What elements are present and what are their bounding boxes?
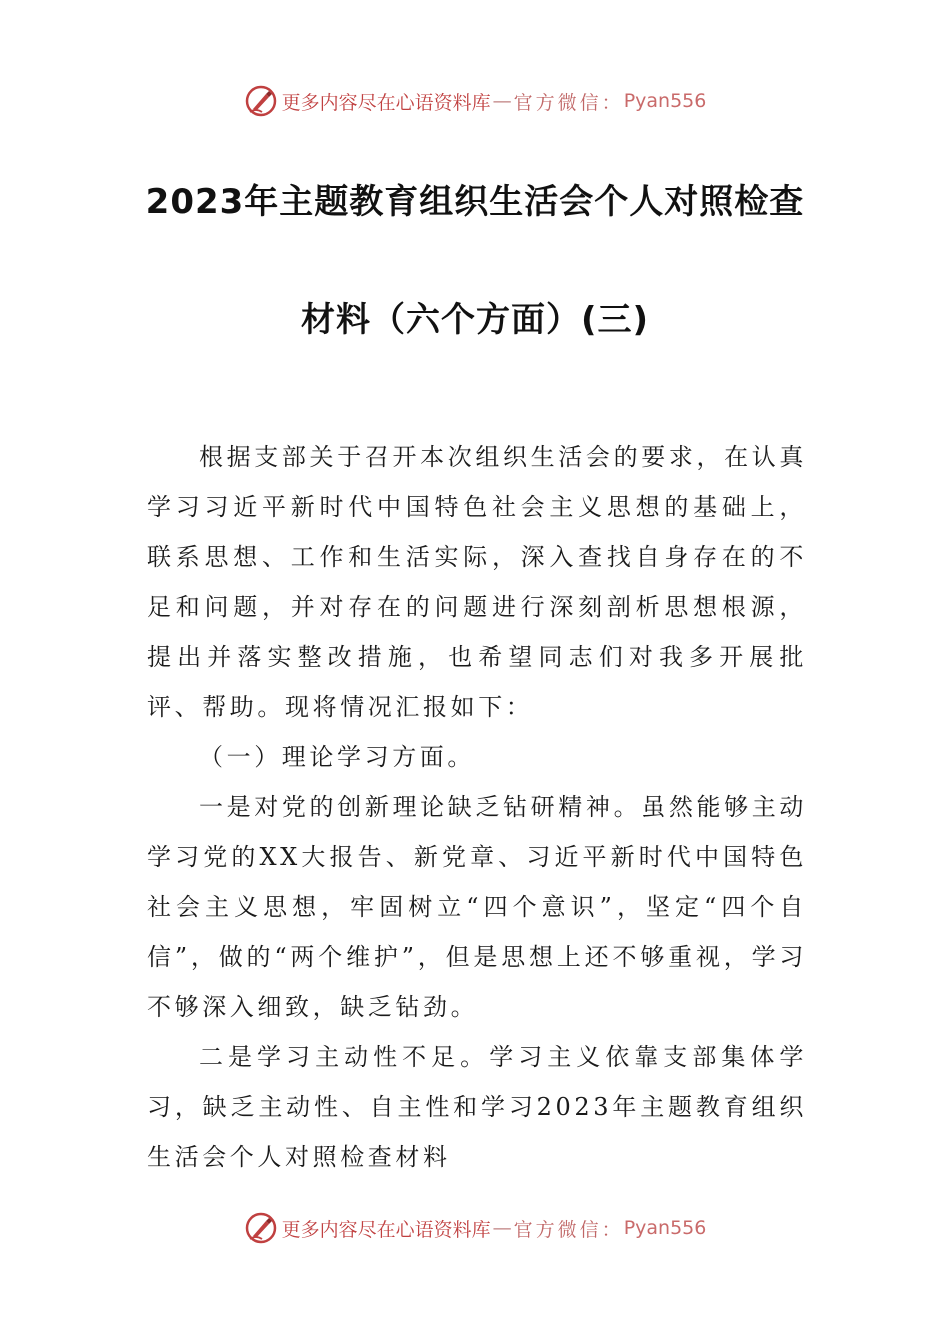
watermark-wechat-id: Pyan556 bbox=[623, 90, 707, 112]
watermark-brand: 更多内容尽在心语资料库 bbox=[281, 91, 491, 114]
pen-logo-icon bbox=[244, 1211, 278, 1245]
watermark-banner-bottom bbox=[0, 1211, 950, 1245]
document-title-line1: 2023年主题教育组织生活会个人对照检查 bbox=[145, 182, 805, 222]
watermark-official-label: 官方微信： bbox=[513, 91, 624, 114]
paragraph-point-one: 一是对党的创新理论缺乏钻研精神。虽然能够主动学习党的XX大报告、新党章、习近平新时代中国特色社会主义思想，牢固树立“四个意识”，坚定“四个自信”，做的“两个维护”，但是思想上还不够重视，学习不够深入细致，缺乏钻劲。 bbox=[147, 793, 807, 1021]
watermark-banner-top bbox=[0, 84, 950, 118]
pen-logo-icon bbox=[244, 84, 278, 118]
watermark-dash: — bbox=[492, 1217, 512, 1239]
document-title-line2: 材料（六个方面）(三) bbox=[300, 300, 650, 340]
paragraph-point-two: 二是学习主动性不足。学习主义依靠支部集体学习，缺乏主动性、自主性和学习2023年主题教育组织生活会个人对照检查材料 bbox=[147, 1043, 807, 1171]
watermark-brand: 更多内容尽在心语资料库 bbox=[281, 1218, 491, 1241]
watermark-dash: — bbox=[492, 90, 512, 112]
watermark-wechat-id: Pyan556 bbox=[623, 1217, 707, 1239]
paragraph-intro: 根据支部关于召开本次组织生活会的要求，在认真学习习近平新时代中国特色社会主义思想的基础上，联系思想、工作和生活实际，深入查找自身存在的不足和问题，并对存在的问题进行深刻剖析思想根源，提出并落实整改措施，也希望同志们对我多开展批评、帮助。现将情况汇报如下： bbox=[147, 443, 807, 721]
paragraph-section-heading: （一）理论学习方面。 bbox=[199, 743, 475, 771]
document-body bbox=[147, 432, 807, 1182]
watermark-official-label: 官方微信： bbox=[513, 1218, 624, 1241]
